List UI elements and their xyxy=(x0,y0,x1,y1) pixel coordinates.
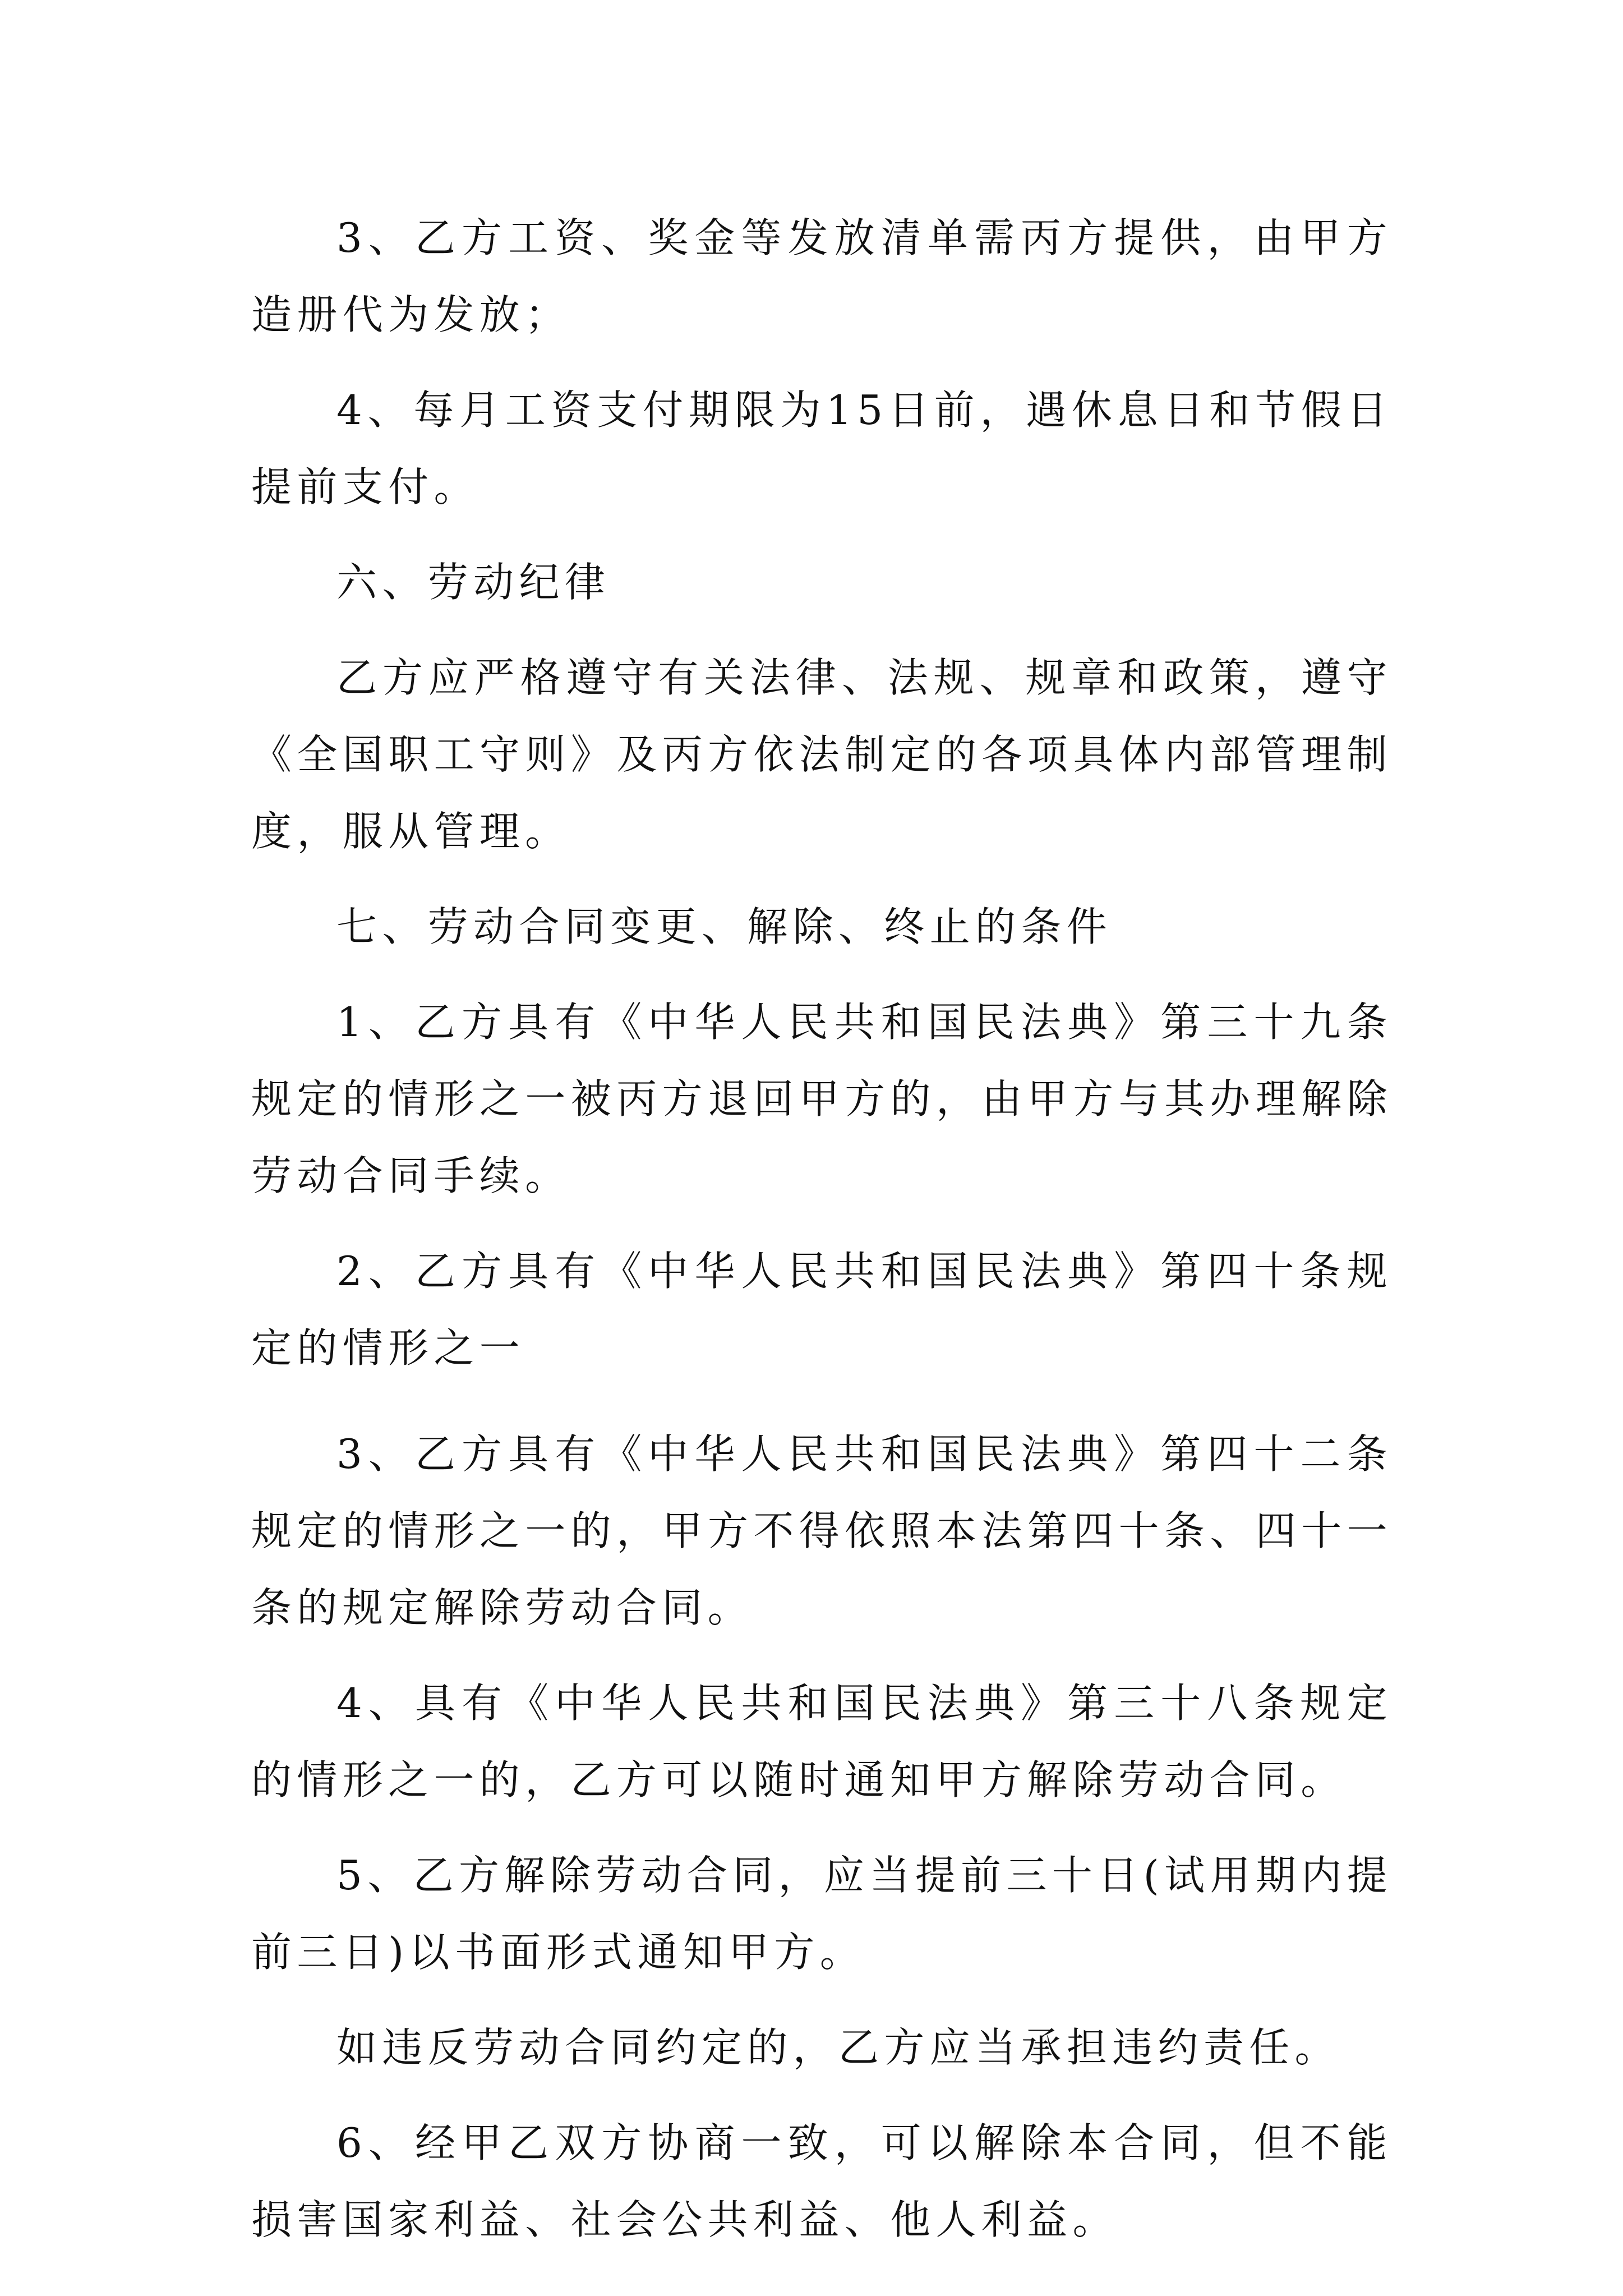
paragraph-condition-3: 3、乙方具有《中华人民共和国民法典》第四十二条规定的情形之一的，甲方不得依照本法第四十条、四十一条的规定解除劳动合同。 xyxy=(251,1430,1393,1631)
paragraph-condition-6: 6、经甲乙双方协商一致，可以解除本合同，但不能损害国家利益、社会公共利益、他人利益。 xyxy=(251,2119,1393,2243)
paragraph-labor-discipline: 乙方应严格遵守有关法律、法规、规章和政策，遵守《全国职工守则》及丙方依法制定的各项具体内部管理制度，服从管理。 xyxy=(251,654,1393,855)
section-heading-labor-discipline: 六、劳动纪律 xyxy=(336,559,611,606)
paragraph-condition-2: 2、乙方具有《中华人民共和国民法典》第四十条规定的情形之一 xyxy=(251,1248,1393,1372)
paragraph-wage-list: 3、乙方工资、奖金等发放清单需丙方提供，由甲方造册代为发放； xyxy=(251,214,1393,338)
paragraph-breach-liability: 如违反劳动合同约定的，乙方应当承担违约责任。 xyxy=(336,2024,1340,2071)
document-body xyxy=(251,200,1393,2258)
paragraph-condition-1: 1、乙方具有《中华人民共和国民法典》第三十九条规定的情形之一被丙方退回甲方的，由甲方与其办理解除劳动合同手续。 xyxy=(251,999,1393,1199)
section-heading-contract-conditions: 七、劳动合同变更、解除、终止的条件 xyxy=(336,903,1113,950)
paragraph-condition-5: 5、乙方解除劳动合同，应当提前三十日(试用期内提前三日)以书面形式通知甲方。 xyxy=(251,1852,1393,1976)
paragraph-wage-deadline: 4、每月工资支付期限为15日前，遇休息日和节假日提前支付。 xyxy=(251,386,1393,510)
paragraph-condition-4: 4、具有《中华人民共和国民法典》第三十八条规定的情形之一的，乙方可以随时通知甲方解除劳动合同。 xyxy=(251,1680,1393,1803)
